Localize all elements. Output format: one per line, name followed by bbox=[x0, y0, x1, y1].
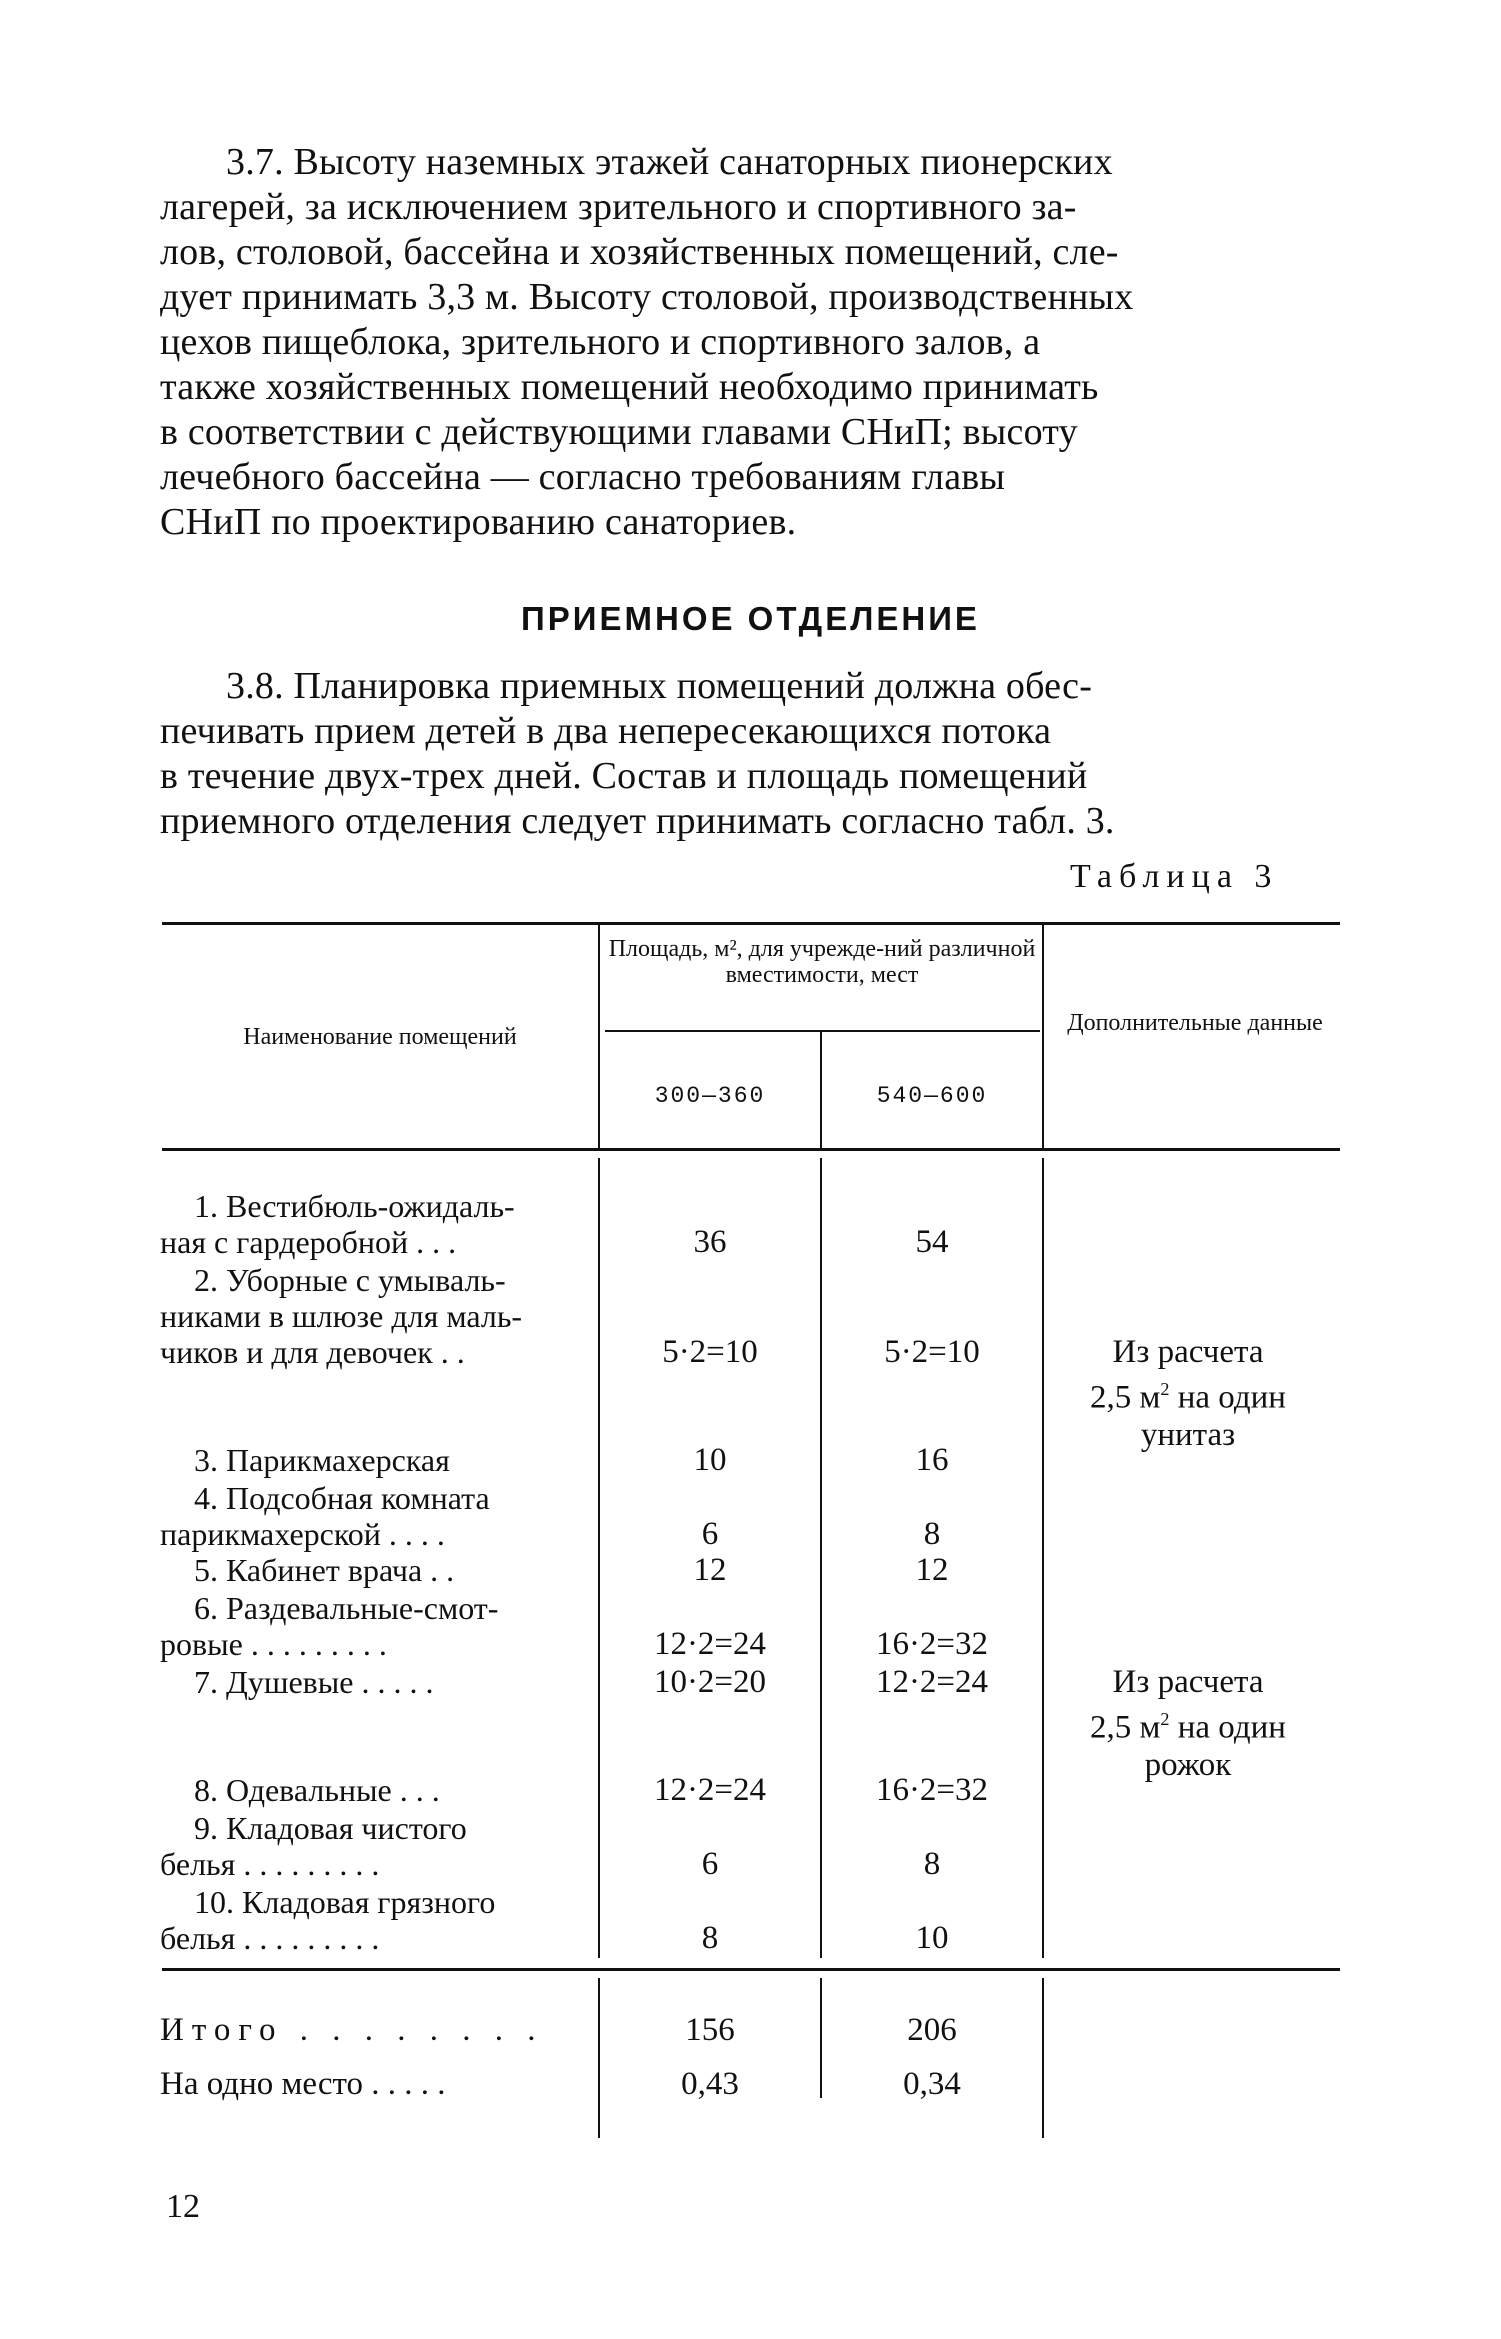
col-divider bbox=[1042, 1158, 1044, 1958]
col-divider bbox=[1042, 924, 1044, 1148]
text-line: 3.8. Планировка приемных помещений должна обес- bbox=[226, 665, 1093, 707]
table-row-label bbox=[160, 1480, 580, 1552]
cell-value: 5·2=10 bbox=[884, 1334, 980, 1370]
row-note bbox=[1048, 1664, 1328, 1784]
table-row-label bbox=[160, 1442, 580, 1478]
row-line: 1. Вестибюль-ожидаль- bbox=[194, 1188, 515, 1224]
col-divider bbox=[598, 924, 600, 1148]
cell-value: 12 bbox=[693, 1552, 727, 1588]
table-caption: Таблица 3 bbox=[1070, 858, 1279, 895]
note-line: рожок bbox=[1144, 1746, 1232, 1783]
table-row-label bbox=[160, 1552, 580, 1588]
cell-value: 12 bbox=[915, 1552, 949, 1588]
row-line: парикмахерской . . . . bbox=[160, 1516, 445, 1552]
row-line: никами в шлюзе для маль- bbox=[160, 1298, 523, 1334]
header-area-group: Площадь, м², для учрежде-ний различной вместимости, мест bbox=[608, 936, 1036, 988]
text-line: в течение двух-трех дней. Состав и площадь помещений bbox=[160, 755, 1088, 797]
row-line: 9. Кладовая чистого bbox=[194, 1810, 467, 1846]
cell-value: 16·2=32 bbox=[875, 1772, 989, 1808]
cell-value: 36 bbox=[693, 1224, 727, 1260]
text-line: также хозяйственных помещений необходимо принимать bbox=[160, 366, 1099, 408]
table-row-label bbox=[160, 1590, 580, 1662]
row-line: белья . . . . . . . . . bbox=[160, 1846, 380, 1882]
table-top-rule bbox=[162, 922, 1340, 925]
text-line: приемного отделения следует принимать согласно табл. 3. bbox=[160, 800, 1115, 842]
total-value: 156 bbox=[685, 2012, 735, 2048]
row-line: 2. Уборные с умываль- bbox=[194, 1262, 506, 1298]
cell-value: 10 bbox=[915, 1920, 949, 1956]
total-label: Итого . . . . . . . . bbox=[160, 2012, 544, 2048]
row-line: 5. Кабинет врача . . bbox=[194, 1552, 455, 1588]
total-value: 206 bbox=[907, 2012, 957, 2048]
cell-value: 54 bbox=[915, 1224, 949, 1260]
row-line: 7. Душевые . . . . . bbox=[194, 1664, 434, 1700]
text-line: дует принимать 3,3 м. Высоту столовой, производственных bbox=[160, 276, 1134, 318]
note-line: 2,5 $м^2$ на один bbox=[1090, 1709, 1286, 1746]
row-note bbox=[1048, 1334, 1328, 1454]
note-line: Из расчета bbox=[1112, 1664, 1264, 1700]
row-line: 10. Кладовая грязного bbox=[194, 1884, 496, 1920]
table-row-label bbox=[160, 1772, 580, 1808]
totals-rule bbox=[162, 1968, 1340, 1971]
section-heading: ПРИЕМНОЕ ОТДЕЛЕНИЕ bbox=[521, 600, 980, 637]
note-line: унитаз bbox=[1140, 1416, 1236, 1453]
cell-value: 8 bbox=[701, 1920, 719, 1956]
text-line: печивать прием детей в два непересекающихся потока bbox=[160, 710, 1052, 752]
table-row-label bbox=[160, 1884, 580, 1956]
cell-value: 16·2=32 bbox=[875, 1626, 989, 1662]
row-line: белья . . . . . . . . . bbox=[160, 1920, 380, 1956]
header-room-name: Наименование помещений bbox=[243, 1024, 517, 1050]
text-line: в соответствии с действующими главами СНиП; высоту bbox=[160, 411, 1078, 453]
paragraph-3-8 bbox=[160, 664, 1340, 844]
cell-value: 5·2=10 bbox=[662, 1334, 758, 1370]
table-row-label bbox=[160, 1188, 580, 1260]
row-line: 6. Раздевальные-смот- bbox=[194, 1590, 499, 1626]
per-place-label: На одно место . . . . . bbox=[160, 2066, 446, 2102]
cell-value: 8 bbox=[923, 1846, 941, 1882]
cell-value: 12·2=24 bbox=[653, 1772, 767, 1808]
cell-value: 6 bbox=[701, 1846, 719, 1882]
table-row-label bbox=[160, 1810, 580, 1882]
header-capacity-540: 540—600 bbox=[876, 1083, 988, 1109]
header-sub-rule bbox=[605, 1030, 1040, 1032]
table-row-label bbox=[160, 1262, 580, 1370]
text-line: лагерей, за исключением зрительного и спортивного за- bbox=[160, 186, 1077, 228]
cell-value: 12·2=24 bbox=[653, 1626, 767, 1662]
col-divider bbox=[598, 1158, 600, 1958]
cell-value: 12·2=24 bbox=[875, 1664, 989, 1700]
cell-value: 10·2=20 bbox=[653, 1664, 767, 1700]
row-line: 8. Одевальные . . . bbox=[194, 1772, 440, 1808]
col-divider bbox=[820, 1158, 822, 1958]
text-line: лов, столовой, бассейна и хозяйственных помещений, сле- bbox=[160, 231, 1119, 273]
cell-value: 16 bbox=[915, 1442, 949, 1478]
cell-value: 8 bbox=[923, 1516, 941, 1552]
text-line: 3.7. Высоту наземных этажей санаторных пионерских bbox=[226, 141, 1113, 183]
header-bottom-rule bbox=[162, 1148, 1340, 1151]
per-place-value: 0,34 bbox=[903, 2066, 961, 2102]
row-line: 3. Парикмахерская bbox=[194, 1442, 450, 1478]
header-extra: Дополнительные данные bbox=[1067, 1010, 1323, 1036]
text-line: СНиП по проектированию санаториев. bbox=[160, 501, 797, 543]
col-divider bbox=[598, 1978, 600, 2138]
col-divider bbox=[820, 1978, 822, 2098]
row-line: чиков и для девочек . . bbox=[160, 1334, 465, 1370]
per-place-value: 0,43 bbox=[681, 2066, 739, 2102]
table-row-label bbox=[160, 1664, 580, 1700]
paragraph-3-7 bbox=[160, 140, 1340, 545]
row-line: 4. Подсобная комната bbox=[194, 1480, 490, 1516]
page-number: 12 bbox=[166, 2188, 200, 2225]
note-line: Из расчета bbox=[1112, 1334, 1264, 1370]
cell-value: 6 bbox=[701, 1516, 719, 1552]
col-divider bbox=[1042, 1978, 1044, 2138]
note-line: 2,5 $м^2$ на один bbox=[1090, 1379, 1286, 1416]
row-line: ная с гардеробной . . . bbox=[160, 1224, 457, 1260]
header-capacity-300: 300—360 bbox=[654, 1083, 766, 1109]
cell-value: 10 bbox=[693, 1442, 727, 1478]
text-line: лечебного бассейна — согласно требованиям главы bbox=[160, 456, 1006, 498]
text-line: цехов пищеблока, зрительного и спортивного залов, а bbox=[160, 321, 1041, 363]
row-line: ровые . . . . . . . . . bbox=[160, 1626, 387, 1662]
